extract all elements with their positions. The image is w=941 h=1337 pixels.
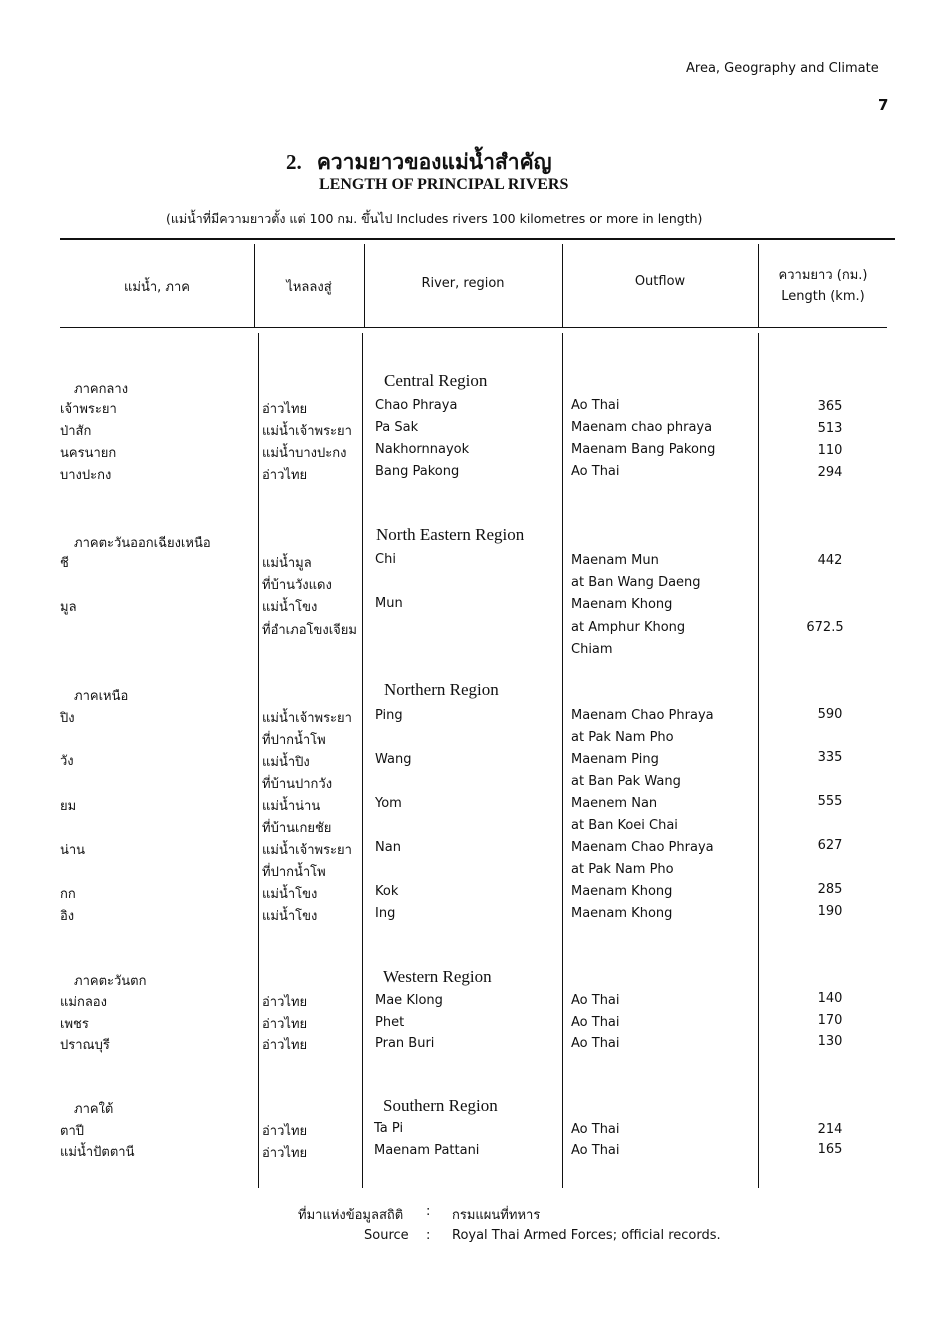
col-header-length-en: Length (km.) [781, 289, 865, 304]
outflow-thai: อ่าวไทย [262, 1038, 308, 1053]
outflow: at Pak Nam Pho [571, 730, 674, 745]
region-thai: ภาคใต้ [74, 1102, 114, 1117]
length: 590 [817, 707, 843, 722]
source-en-label: Source [364, 1228, 409, 1243]
river-name: Bang Pakong [375, 464, 460, 479]
outflow-thai: แม่น้ำโขง [262, 600, 318, 615]
source-thai-value: กรมแผนที่ทหาร [452, 1208, 541, 1223]
source-thai-label: ที่มาแห่งข้อมูลสถิติ [298, 1208, 404, 1223]
river-name: Maenam Pattani [374, 1143, 480, 1158]
col-divider-4 [758, 333, 759, 1188]
length: 165 [817, 1142, 843, 1157]
length: 365 [817, 399, 843, 414]
col-header-thai-river: แม่น้ำ, ภาค [124, 280, 190, 295]
river-name: Phet [375, 1015, 405, 1030]
col-divider-1 [258, 333, 259, 1188]
col-header-length-thai: ความยาว (กม.) [778, 268, 868, 283]
outflow: Maenam Chao Phraya [571, 840, 714, 855]
river-thai: วัง [60, 754, 74, 769]
region-thai: ภาคเหนือ [74, 689, 129, 704]
outflow: Maenam chao phraya [571, 420, 713, 435]
outflow-thai: ที่ปากน้ำโพ [262, 733, 326, 748]
river-name: Kok [375, 884, 399, 899]
outflow: Maenam Bang Pakong [571, 442, 716, 457]
outflow-thai: อ่าวไทย [262, 1017, 308, 1032]
outflow: Ao Thai [571, 398, 620, 413]
length: 294 [817, 465, 843, 480]
section-header: Area, Geography and Climate [686, 61, 879, 76]
subtitle: (แม่น้ำที่มีความยาวตั้ง แต่ 100 กม. ขึ้นไป Includes rivers 100 kilometres or more in length) [166, 211, 703, 226]
river-thai: ชี [60, 556, 69, 571]
river-name: Ing [375, 906, 396, 921]
outflow: at Pak Nam Pho [571, 862, 674, 877]
col-divider-4-head [758, 244, 759, 328]
outflow-thai: อ่าวไทย [262, 1124, 308, 1139]
title-number: 2. [286, 150, 302, 174]
title-thai-text: ความยาวของแม่น้ำสำคัญ [316, 150, 552, 174]
col-divider-3 [562, 333, 563, 1188]
region-english: Central Region [384, 371, 488, 390]
region-thai: ภาคตะวันตก [74, 974, 147, 989]
outflow-thai: แม่น้ำมูล [262, 556, 312, 571]
col-header-thai-outflow: ไหลลงสู่ [286, 280, 332, 295]
length: 170 [817, 1013, 843, 1028]
outflow: Ao Thai [571, 1143, 620, 1158]
length: 285 [817, 882, 843, 897]
title-thai [286, 146, 552, 179]
region-english: Southern Region [383, 1096, 498, 1115]
length: 335 [817, 750, 843, 765]
river-thai: ป่าสัก [60, 424, 92, 439]
river-thai: นครนายก [60, 446, 117, 461]
river-name: Wang [375, 752, 412, 767]
river-thai: ปราณบุรี [60, 1038, 110, 1053]
river-name: Mun [375, 596, 403, 611]
river-thai: กก [60, 887, 76, 902]
outflow: Ao Thai [571, 1122, 620, 1137]
river-name: Chao Phraya [375, 398, 458, 413]
length: 140 [817, 991, 843, 1006]
river-name: Nan [375, 840, 401, 855]
outflow-thai: แม่น้ำปิง [262, 755, 310, 770]
outflow: Maenam Khong [571, 906, 673, 921]
outflow-thai: แม่น้ำโขง [262, 887, 318, 902]
outflow: Ao Thai [571, 1036, 620, 1051]
outflow-thai: ที่บ้านปากวัง [262, 777, 333, 792]
river-thai: อิง [60, 909, 75, 924]
region-thai: ภาคตะวันออกเฉียงเหนือ [74, 536, 211, 551]
outflow-thai: ที่อำเภอโขงเจียม [262, 623, 357, 638]
outflow: Chiam [571, 642, 613, 657]
length: 555 [817, 794, 843, 809]
outflow-thai: แม่น้ำเจ้าพระยา [262, 711, 352, 726]
outflow-thai: อ่าวไทย [262, 402, 308, 417]
river-thai: แม่กลอง [60, 995, 107, 1010]
length: 442 [817, 553, 843, 568]
river-name: Ping [375, 708, 403, 723]
length: 110 [817, 443, 843, 458]
river-thai: เจ้าพระยา [60, 402, 117, 417]
outflow-thai: แม่น้ำน่าน [262, 799, 321, 814]
source-en-value: Royal Thai Armed Forces; official records. [452, 1228, 721, 1243]
outflow: Maenam Khong [571, 597, 673, 612]
col-header-outflow: Outflow [634, 274, 686, 289]
outflow-thai: ที่ปากน้ำโพ [262, 865, 326, 880]
length: 627 [817, 838, 843, 853]
outflow: Maenam Mun [571, 553, 659, 568]
river-name: Yom [375, 796, 402, 811]
river-name: Nakhornnayok [375, 442, 470, 457]
region-english: Western Region [383, 967, 492, 986]
col-divider-2 [362, 333, 363, 1188]
length: 130 [817, 1034, 843, 1049]
river-name: Pa Sak [375, 420, 419, 435]
river-name: Ta Pi [374, 1121, 404, 1136]
outflow-thai: แม่น้ำเจ้าพระยา [262, 843, 352, 858]
river-name: Pran Buri [375, 1036, 435, 1051]
river-thai: ปิง [60, 711, 75, 726]
outflow: Maenam Chao Phraya [571, 708, 714, 723]
col-header-river: River, region [421, 276, 505, 291]
source-thai-separator: : [426, 1204, 431, 1219]
outflow: at Ban Pak Wang [571, 774, 681, 789]
river-thai: ยม [60, 799, 77, 814]
river-thai: แม่น้ำปัตตานี [60, 1145, 135, 1160]
length: 190 [817, 904, 843, 919]
river-thai: บางปะกง [60, 468, 112, 483]
river-thai: เพชร [60, 1017, 89, 1032]
river-thai: มูล [60, 600, 77, 615]
table-top-rule [60, 238, 895, 240]
outflow-thai: ที่บ้านวังแดง [262, 578, 332, 593]
outflow: Ao Thai [571, 993, 620, 1008]
title-english: LENGTH OF PRINCIPAL RIVERS [319, 176, 569, 193]
length: 513 [817, 421, 843, 436]
outflow: Maenem Nan [571, 796, 658, 811]
river-name: Chi [375, 552, 396, 567]
table-header-rule [60, 327, 887, 328]
outflow: at Amphur Khong [571, 620, 686, 635]
outflow-thai: อ่าวไทย [262, 468, 308, 483]
outflow: Ao Thai [571, 1015, 620, 1030]
region-thai: ภาคกลาง [74, 382, 129, 397]
length: 672.5 [806, 620, 844, 635]
outflow: at Ban Wang Daeng [571, 575, 701, 590]
outflow: at Ban Koei Chai [571, 818, 678, 833]
outflow-thai: อ่าวไทย [262, 995, 308, 1010]
outflow-thai: แม่น้ำเจ้าพระยา [262, 424, 352, 439]
outflow: Ao Thai [571, 464, 620, 479]
outflow-thai: แม่น้ำบางปะกง [262, 446, 347, 461]
page-number: 7 [878, 96, 889, 114]
outflow-thai: ที่บ้านเกยชัย [262, 821, 332, 836]
outflow: Maenam Khong [571, 884, 673, 899]
outflow-thai: แม่น้ำโขง [262, 909, 318, 924]
region-english: North Eastern Region [376, 525, 525, 544]
outflow-thai: อ่าวไทย [262, 1146, 308, 1161]
outflow: Maenam Ping [571, 752, 659, 767]
river-thai: น่าน [60, 843, 86, 858]
length: 214 [817, 1122, 843, 1137]
river-thai: ตาปี [60, 1124, 84, 1139]
source-en-separator: : [426, 1228, 431, 1243]
region-english: Northern Region [384, 680, 499, 699]
river-name: Mae Klong [375, 993, 443, 1008]
